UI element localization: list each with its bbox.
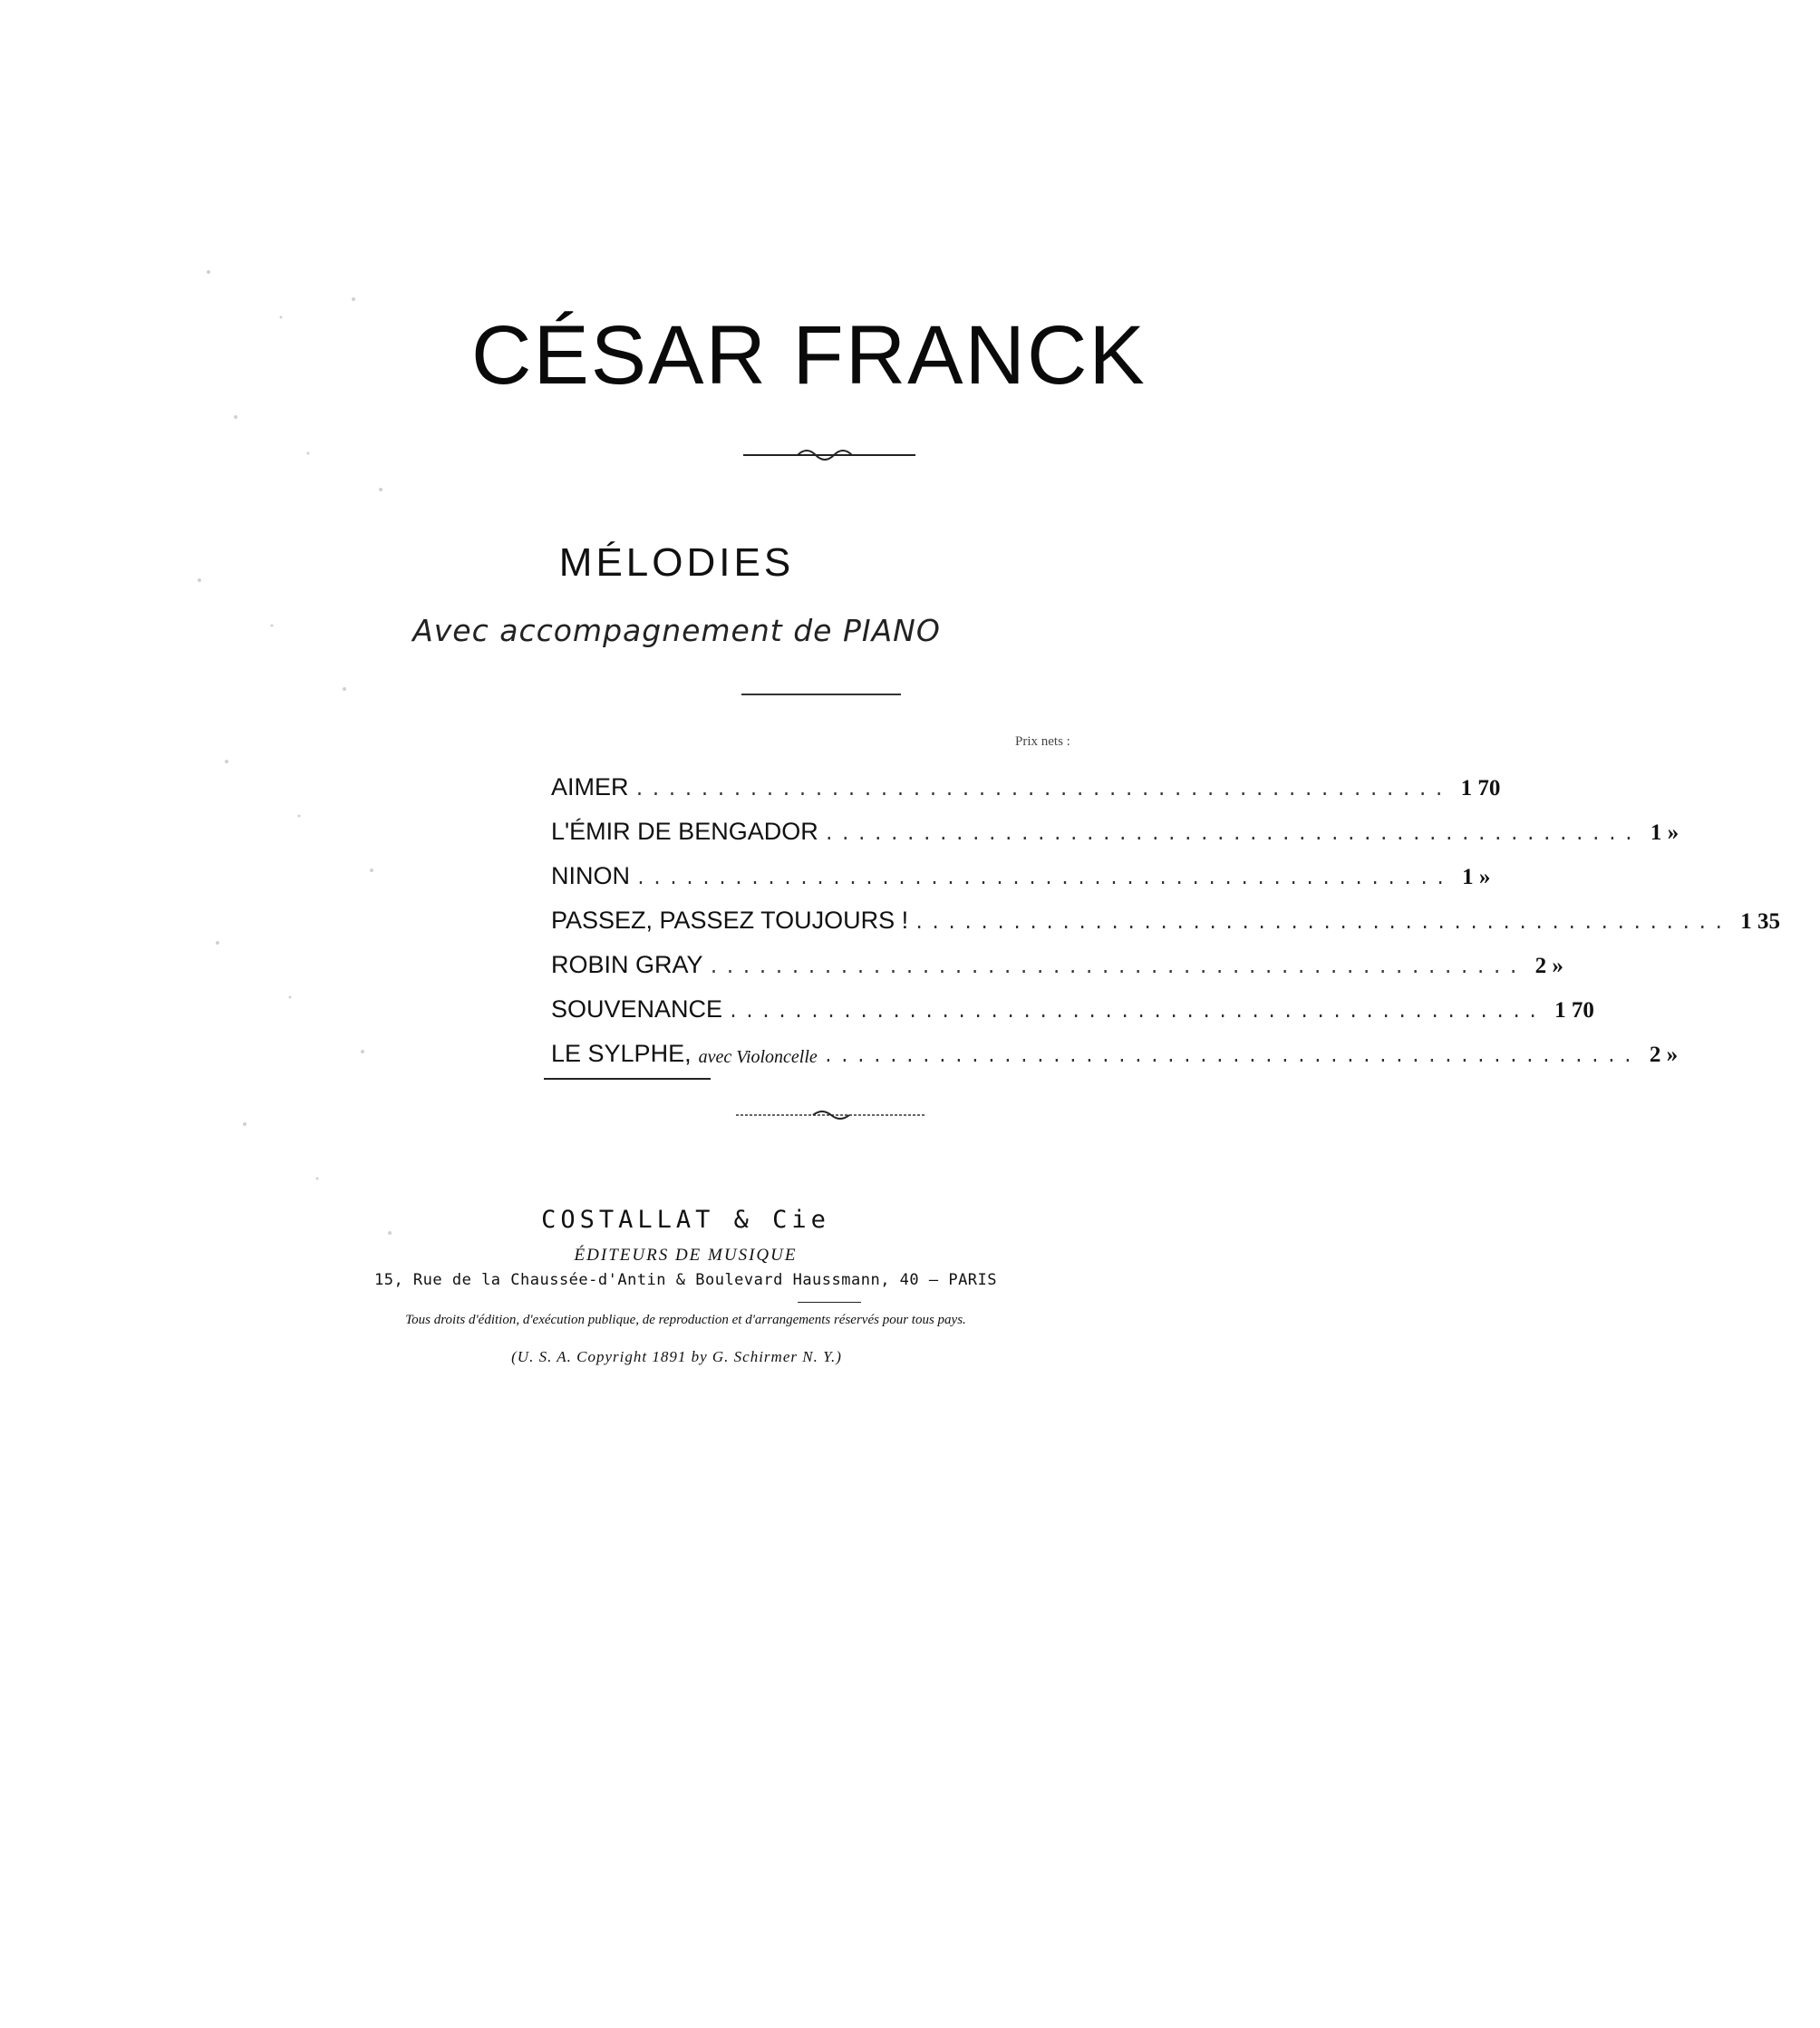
divider-rule [741, 694, 901, 695]
song-title: ROBIN GRAY [551, 951, 703, 978]
dot-leader: .................................................. [708, 958, 1525, 979]
dot-leader: .................................................. [822, 1047, 1639, 1068]
rights-notice: Tous droits d'édition, d'exécution publique, de reproduction et d'arrangements réservés pour tous pays. [405, 1313, 966, 1327]
song-title: L'ÉMIR DE BENGADOR [551, 818, 818, 845]
song-row [551, 890, 1780, 935]
dot-leader: .................................................. [728, 1003, 1544, 1024]
song-underline [544, 1078, 711, 1080]
song-row [551, 979, 1594, 1024]
divider-rule-small [798, 1302, 861, 1303]
dot-leader: .................................................. [823, 825, 1640, 846]
song-row [551, 935, 1563, 979]
publisher-role: ÉDITEURS DE MUSIQUE [574, 1246, 798, 1265]
song-title: NINON [551, 862, 630, 889]
song-title: SOUVENANCE [551, 995, 723, 1023]
dot-leader: .................................................. [914, 914, 1730, 935]
song-row [551, 757, 1501, 801]
publisher-address: 15, Rue de la Chaussée-d'Antin & Boulevard Haussmann, 40 — PARIS [373, 1271, 998, 1289]
song-title: PASSEZ, PASSEZ TOUJOURS ! [551, 907, 909, 934]
song-title: LE SYLPHE, [551, 1040, 692, 1067]
song-price: 2 » [1649, 1043, 1679, 1067]
dot-leader: .................................................. [634, 781, 1450, 801]
copyright-notice: (U. S. A. Copyright 1891 by G. Schirmer N. Y.) [511, 1348, 842, 1365]
dot-leader: .................................................. [635, 869, 1452, 890]
song-row [551, 801, 1680, 846]
song-note: avec Violoncelle [698, 1047, 818, 1067]
song-row [551, 846, 1491, 890]
publisher-name: COSTALLAT & Cie [541, 1206, 830, 1234]
price-heading: Prix nets : [1015, 734, 1070, 749]
composer-name: CÉSAR FRANCK [471, 309, 1147, 402]
collection-title: MÉLODIES [558, 540, 795, 585]
song-price: 1 70 [1554, 998, 1594, 1023]
song-price: 1 70 [1460, 776, 1501, 801]
song-title: AIMER [551, 773, 629, 801]
subtitle: Avec accompagnement de PIANO [412, 613, 941, 648]
song-price: 1 » [1650, 820, 1680, 845]
song-price: 1 » [1462, 865, 1491, 889]
song-price: 2 » [1534, 954, 1563, 978]
ornament-divider [743, 444, 915, 462]
scan-speckle [172, 218, 408, 1305]
ornament-divider-bottom [736, 1108, 926, 1122]
song-row [551, 1024, 1679, 1068]
song-price: 1 35 [1740, 909, 1780, 934]
song-list [551, 757, 1780, 1068]
